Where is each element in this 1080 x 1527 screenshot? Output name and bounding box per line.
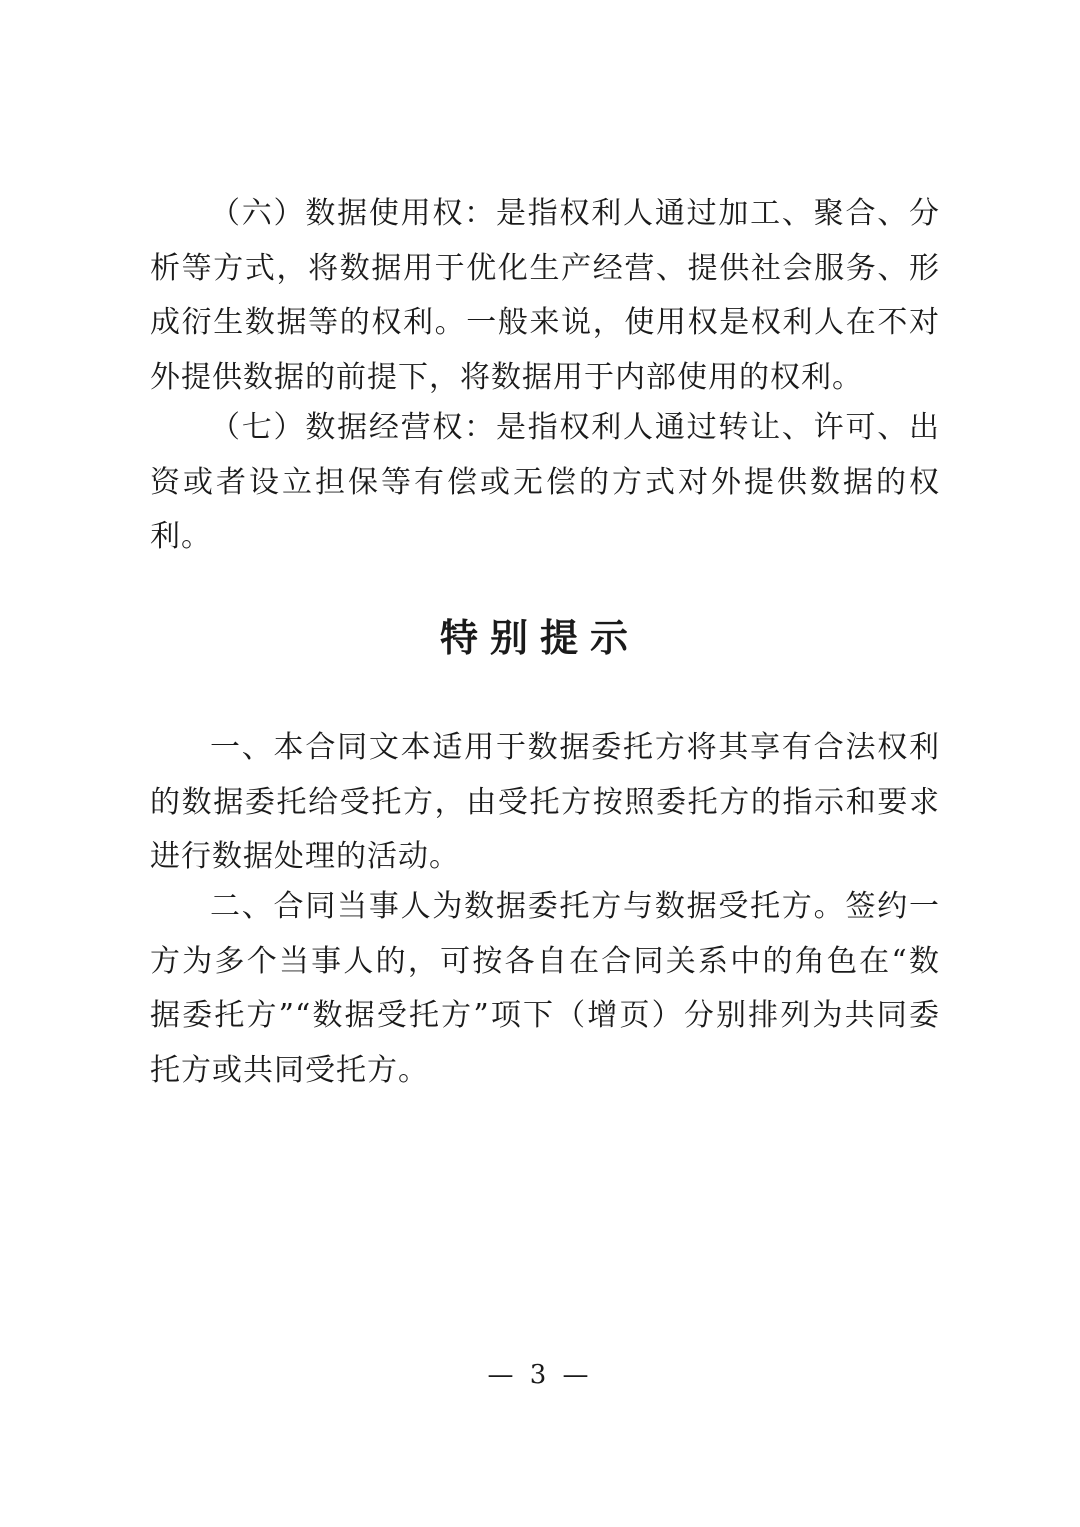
- page-number: — 3 —: [487, 1360, 593, 1390]
- notice-item-1: 一、本合同文本适用于数据委托方将其享有合法权利的数据委托给受托方，由受托方按照委托方的指示和要求进行数据处理的活动。: [150, 730, 940, 874]
- paragraph-data-use-right: （六）数据使用权：是指权利人通过加工、聚合、分析等方式，将数据用于优化生产经营、提供社会服务、形成衍生数据等的权利。一般来说，使用权是权利人在不对外提供数据的前提下，将数据用于内部使用的权利。: [150, 196, 940, 395]
- special-notice-title: 特别提示: [439, 615, 640, 660]
- notice-item-2: 二、合同当事人为数据委托方与数据受托方。签约一方为多个当事人的，可按各自在合同关系中的角色在“数据委托方”“数据受托方”项下（增页）分别排列为共同委托方或共同受托方。: [150, 889, 940, 1088]
- paragraph-data-operation-right: （七）数据经营权：是指权利人通过转让、许可、出资或者设立担保等有偿或无偿的方式对外提供数据的权利。: [150, 410, 940, 554]
